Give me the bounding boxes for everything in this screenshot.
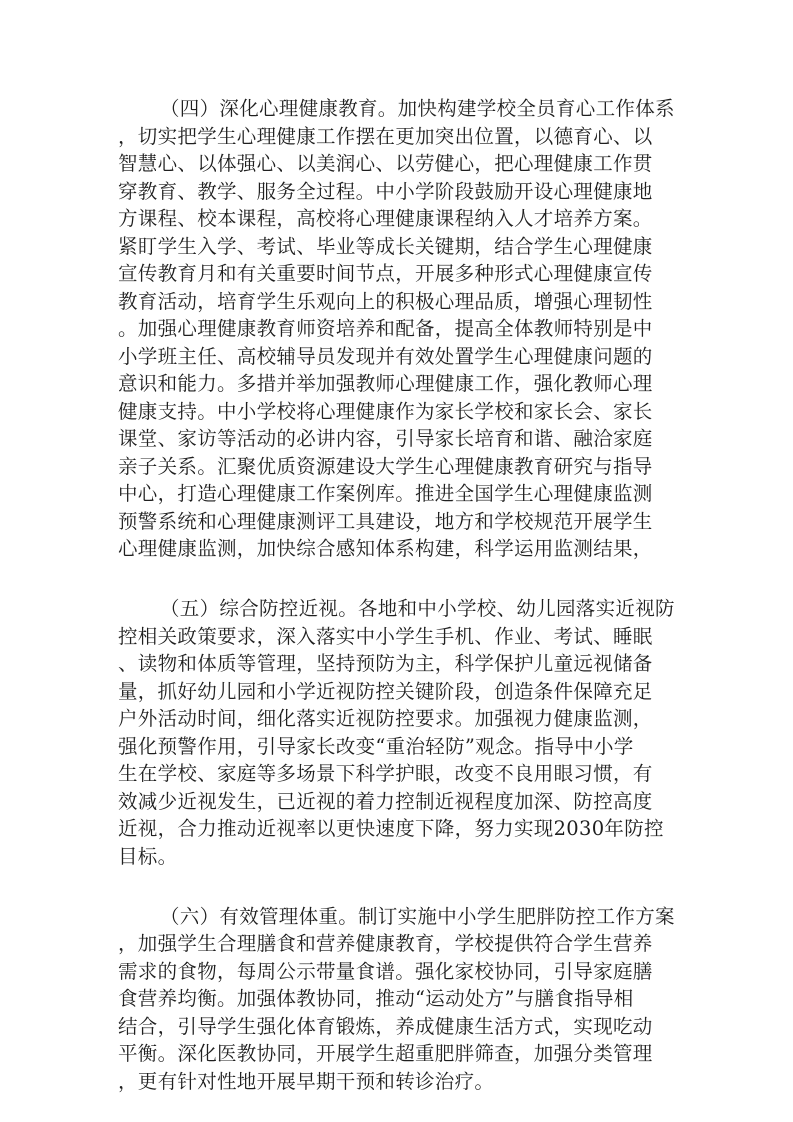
text-line: 。加强心理健康教育师资培养和配备，提高全体教师特别是中 <box>118 317 653 340</box>
text-line: 课堂、家访等活动的必讲内容，引导家长培育和谐、融洽家庭 <box>118 427 653 450</box>
text-line: （五）综合防控近视。各地和中小学校、幼儿园落实近视防 <box>160 597 675 620</box>
document-page <box>118 95 678 1095</box>
text-line: 户外活动时间，细化落实近视防控要求。加强视力健康监测， <box>118 707 653 730</box>
text-line: （四）深化心理健康教育。加快构建学校全员育心工作体系 <box>160 97 675 120</box>
text-line: 小学班主任、高校辅导员发现并有效处置学生心理健康问题的 <box>118 344 653 368</box>
text-line: 中心，打造心理健康工作案例库。推进全国学生心理健康监测 <box>118 482 653 505</box>
paragraph-weight-management <box>118 903 678 1096</box>
text-line: 穿教育、教学、服务全过程。中小学阶段鼓励开设心理健康地 <box>118 179 653 203</box>
text-line: 智慧心、以体强心、以美润心、以劳健心，把心理健康工作贯 <box>118 152 653 175</box>
text-line: 量，抓好幼儿园和小学近视防控关键阶段，创造条件保障充足 <box>118 679 653 703</box>
text-line: 需求的食物，每周公示带量食谱。强化家校协同，引导家庭膳 <box>118 959 653 983</box>
text-line: 平衡。深化医教协同，开展学生超重肥胖筛查，加强分类管理 <box>118 1042 653 1065</box>
text-line: 教育活动，培育学生乐观向上的积极心理品质，增强心理韧性 <box>118 289 653 313</box>
text-line: 意识和能力。多措并举加强教师心理健康工作，强化教师心理 <box>118 372 653 395</box>
text-line: ，加强学生合理膳食和营养健康教育，学校提供符合学生营养 <box>118 932 653 955</box>
text-line: 健康支持。中小学校将心理健康作为家长学校和家长会、家长 <box>118 399 653 423</box>
text-line: 目标。 <box>118 844 178 868</box>
text-line: 宣传教育月和有关重要时间节点，开展多种形式心理健康宣传 <box>118 262 653 285</box>
paragraph-spacer <box>118 563 678 596</box>
text-line: 亲子关系。汇聚优质资源建设大学生心理健康教育研究与指导 <box>118 454 653 478</box>
text-line: 效减少近视发生，已近视的着力控制近视程度加深、防控高度 <box>118 789 653 813</box>
text-line: 预警系统和心理健康测评工具建设，地方和学校规范开展学生 <box>118 509 653 533</box>
text-line: 结合，引导学生强化体育锻炼，养成健康生活方式，实现吃动 <box>118 1014 653 1038</box>
paragraph-mental-health <box>118 95 678 563</box>
text-line: 方课程、校本课程，高校将心理健康课程纳入人才培养方案。 <box>118 207 653 230</box>
text-line: 、读物和体质等管理，坚持预防为主，科学保护儿童远视储备 <box>118 652 653 675</box>
text-line: 食营养均衡。加强体教协同，推动“运动处方”与膳食指导相 <box>118 987 634 1010</box>
text-line: 近视，合力推动近视率以更快速度下降，努力实现2030年防控 <box>118 817 664 840</box>
text-line: ，更有针对性地开展早期干预和转诊治疗。 <box>118 1069 495 1093</box>
text-line: 强化预警作用，引导家长改变“重治轻防”观念。指导中小学 <box>118 734 634 758</box>
text-line: （六）有效管理体重。制订实施中小学生肥胖防控工作方案 <box>160 904 675 928</box>
paragraph-myopia-control <box>118 595 678 870</box>
paragraph-spacer <box>118 870 678 903</box>
text-line: ，切实把学生心理健康工作摆在更加突出位置，以德育心、以 <box>118 124 653 148</box>
text-line: 生在学校、家庭等多场景下科学护眼，改变不良用眼习惯，有 <box>118 762 653 785</box>
text-line: 紧盯学生入学、考试、毕业等成长关键期，结合学生心理健康 <box>118 234 653 258</box>
text-line: 心理健康监测，加快综合感知体系构建，科学运用监测结果， <box>118 537 653 560</box>
text-line: 控相关政策要求，深入落实中小学生手机、作业、考试、睡眠 <box>118 624 653 648</box>
